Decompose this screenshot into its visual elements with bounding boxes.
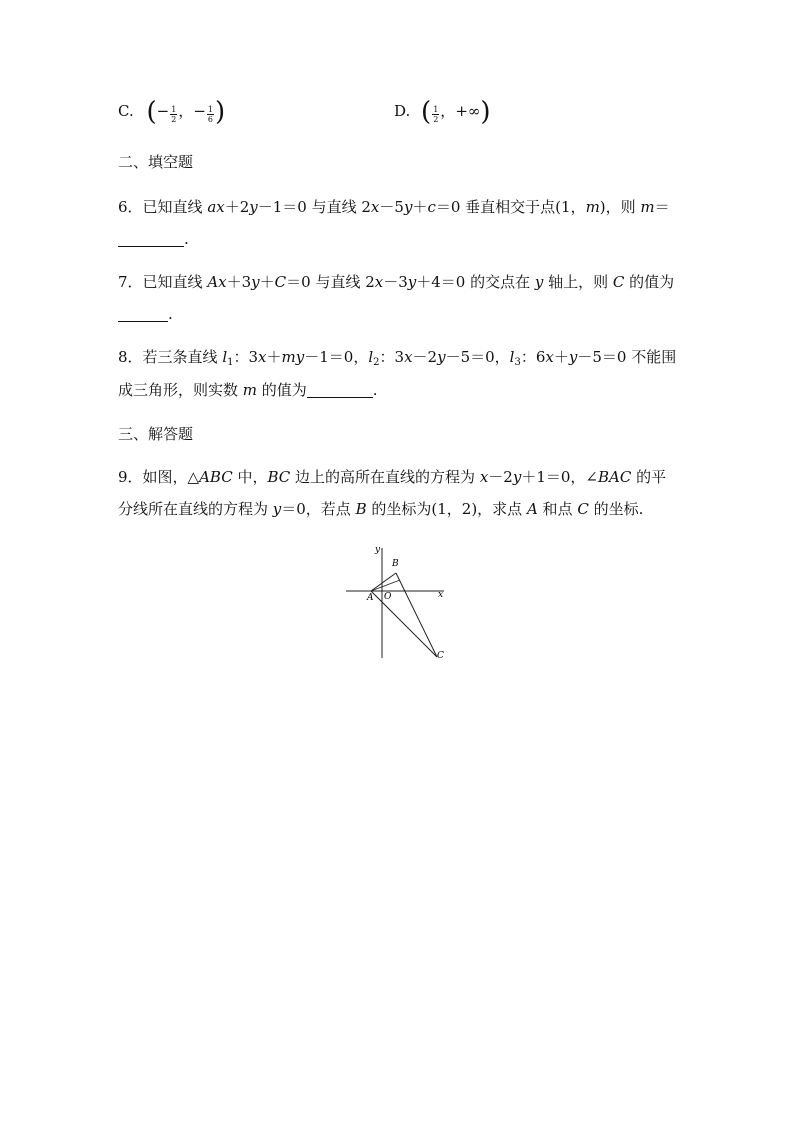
- label-b: B: [392, 559, 399, 569]
- text: ＋4＝0 的交点在: [416, 273, 535, 291]
- label-y: y: [375, 545, 381, 555]
- label-a: A: [367, 593, 374, 603]
- text: －3: [383, 273, 408, 291]
- text: －2: [488, 468, 513, 486]
- triangle-figure: [340, 540, 460, 660]
- text: ＋2: [224, 198, 250, 216]
- paren-close: ): [215, 97, 226, 127]
- paren-open: (: [146, 97, 157, 127]
- question-7-line-1: [118, 272, 674, 292]
- label-o: O: [384, 592, 392, 602]
- fraction-half: [170, 105, 177, 124]
- var: x: [370, 198, 380, 216]
- var: y: [403, 198, 413, 216]
- text: ＝0 与直线 2: [286, 273, 375, 291]
- text: －1＝0 与直线 2: [257, 198, 371, 216]
- text: .: [168, 305, 173, 323]
- question-7-line-2: [118, 304, 173, 324]
- var: my: [281, 348, 305, 366]
- choice-d-label: D.: [394, 102, 411, 120]
- fraction-numerator: 1: [433, 105, 439, 114]
- var: x: [404, 348, 413, 366]
- answer-blank[interactable]: [118, 306, 168, 322]
- var: y: [407, 273, 417, 291]
- var: B: [355, 500, 367, 518]
- fraction-numerator: 1: [207, 105, 214, 114]
- var: BC: [267, 468, 291, 486]
- text: ＋: [553, 348, 569, 366]
- minus-sign: −: [156, 102, 170, 120]
- var: m: [585, 198, 600, 216]
- text: ＝0 垂直相交于点(1，: [435, 198, 586, 216]
- text: ：3: [379, 348, 405, 366]
- text: 中，: [232, 468, 268, 486]
- fraction-half: [432, 105, 439, 124]
- var: C: [612, 273, 625, 291]
- var: y: [512, 468, 522, 486]
- var: c: [427, 198, 436, 216]
- text: －5＝0，: [445, 348, 510, 366]
- var: l: [509, 348, 515, 366]
- fraction-denominator: 2: [171, 115, 177, 124]
- var: y: [534, 273, 544, 291]
- var: x: [479, 468, 489, 486]
- side-ac: [371, 591, 437, 657]
- var: C: [577, 500, 589, 518]
- text: 9．如图，△: [118, 468, 200, 486]
- infinity: +∞: [455, 102, 481, 120]
- text: .: [372, 381, 378, 399]
- question-6-line-2: [118, 229, 189, 249]
- fraction-denominator: 6: [207, 115, 214, 124]
- text: －5: [379, 198, 404, 216]
- text: 6．已知直线: [118, 198, 208, 216]
- answer-blank[interactable]: [307, 382, 373, 398]
- text: 边上的高所在直线的方程为: [290, 468, 480, 486]
- minus-sign: −: [193, 102, 206, 120]
- text: ＋3: [226, 273, 252, 291]
- var: x: [545, 348, 554, 366]
- text: )，则: [599, 198, 641, 216]
- question-9-line-1: [118, 467, 666, 487]
- subscript: 3: [514, 357, 521, 368]
- subscript: 2: [373, 357, 380, 368]
- text: 和点: [537, 500, 578, 518]
- side-ab: [371, 573, 396, 591]
- text: ＋: [266, 348, 282, 366]
- text: ＝: [654, 198, 670, 216]
- fraction-denominator: 2: [433, 115, 439, 124]
- label-x: x: [438, 590, 444, 600]
- section-title-solve: 三、解答题: [118, 425, 194, 443]
- question-9-line-2: [118, 499, 643, 519]
- paren-close: ): [480, 97, 491, 127]
- var: y: [437, 348, 446, 366]
- text: －1＝0，: [304, 348, 369, 366]
- var: m: [640, 198, 655, 216]
- var: y: [272, 500, 282, 518]
- choice-c-label: C.: [118, 102, 134, 120]
- text: .: [184, 230, 189, 248]
- subscript: 1: [227, 357, 234, 368]
- var: y: [251, 273, 260, 291]
- comma: ，: [440, 102, 456, 120]
- var: x: [258, 348, 267, 366]
- var: y: [568, 348, 578, 366]
- text: 7．已知直线: [118, 273, 208, 291]
- var: BAC: [597, 468, 632, 486]
- text: 轴上，则: [543, 273, 613, 291]
- var: x: [374, 273, 384, 291]
- answer-blank[interactable]: [118, 231, 184, 247]
- var: C: [274, 273, 287, 291]
- var: A: [526, 500, 538, 518]
- text: ＋1＝0，∠: [521, 468, 598, 486]
- choice-c: [118, 97, 226, 127]
- question-6-line-1: [118, 197, 670, 217]
- choice-d: [394, 97, 491, 127]
- text: 的坐标.: [588, 500, 644, 518]
- var: ABC: [199, 468, 233, 486]
- fraction-sixth: [207, 105, 214, 124]
- section-title-fill-blank: 二、填空题: [118, 153, 194, 171]
- fraction-numerator: 1: [171, 105, 177, 114]
- comma: ，: [178, 102, 194, 120]
- var: l: [222, 348, 228, 366]
- text: 的平: [631, 468, 667, 486]
- text: 分线所在直线的方程为: [118, 500, 273, 518]
- text: ：3: [233, 348, 259, 366]
- text: －2: [412, 348, 438, 366]
- text: ：6: [520, 348, 546, 366]
- text: 8．若三条直线: [118, 348, 223, 366]
- var: m: [242, 381, 258, 399]
- text: ＋: [259, 273, 275, 291]
- var: Ax: [207, 273, 227, 291]
- label-c: C: [437, 651, 444, 660]
- paren-open: (: [421, 97, 432, 127]
- side-bc: [396, 573, 437, 657]
- text: ＝0，若点: [281, 500, 356, 518]
- text: 成三角形，则实数: [118, 381, 243, 399]
- altitude-line: [371, 580, 400, 591]
- question-8-line-1: [118, 347, 676, 373]
- text: －5＝0 不能围: [577, 348, 677, 366]
- var: y: [249, 198, 258, 216]
- text: 的坐标为(1，2)，求点: [366, 500, 527, 518]
- var: l: [368, 348, 374, 366]
- text: 的值为: [624, 273, 675, 291]
- text: ＋: [412, 198, 428, 216]
- question-8-line-2: [118, 380, 378, 400]
- text: 的值为: [257, 381, 307, 399]
- var: ax: [207, 198, 225, 216]
